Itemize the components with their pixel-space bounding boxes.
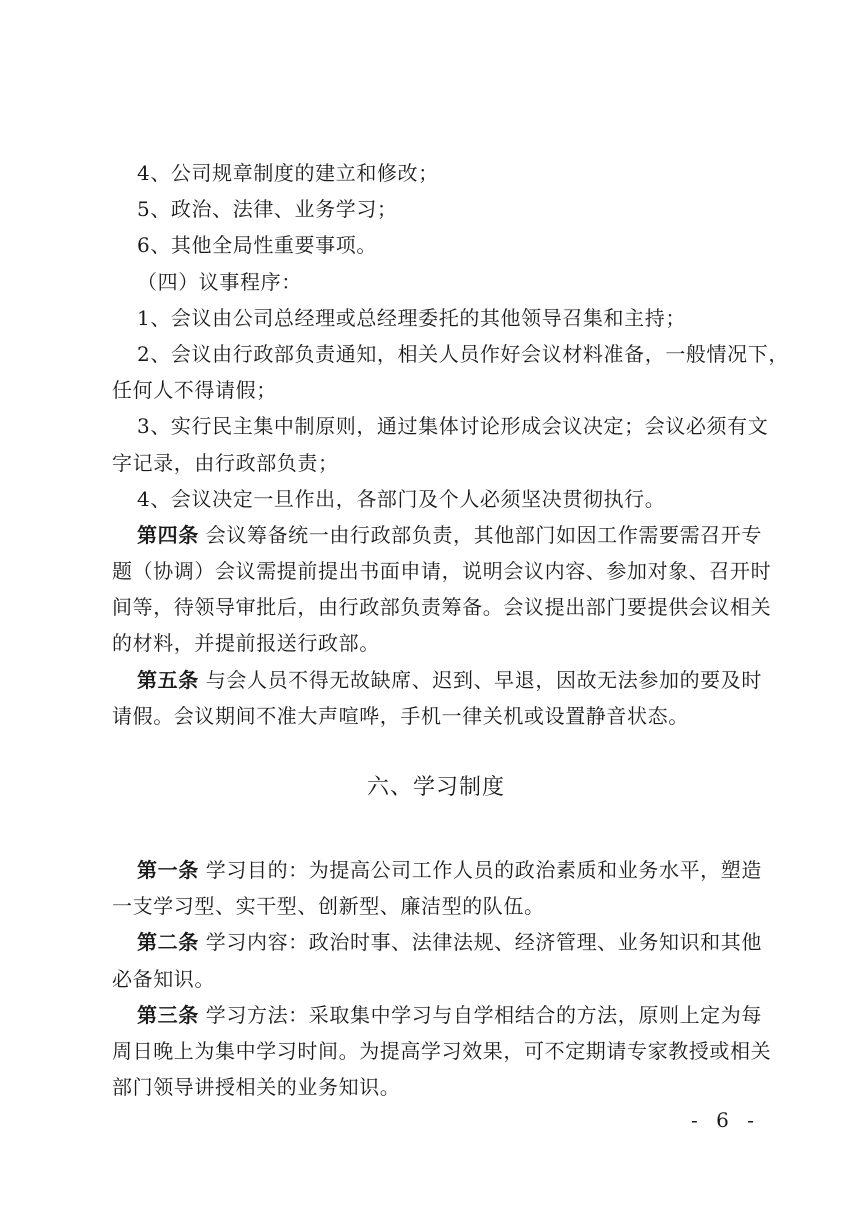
- article-label: 第一条: [137, 858, 199, 882]
- article-paragraph: [112, 852, 760, 888]
- list-item: 4、会议决定一旦作出，各部门及个人必须坚决贯彻执行。: [137, 486, 666, 511]
- article-label: 第二条: [137, 930, 199, 955]
- section-title: 六、学习制度: [366, 775, 505, 800]
- article-text: 学习方法：采取集中学习与自学相结合的方法，原则上定为每: [198, 1002, 762, 1027]
- paragraph-line: 3、实行民主集中制原则，通过集体讨论形成会议决定；会议必须有文: [137, 414, 769, 439]
- article-paragraph: [112, 924, 760, 960]
- subsection-heading: （四）议事程序：: [137, 269, 302, 294]
- article-label: 第五条: [137, 667, 199, 692]
- article-text: 会议筹备统一由行政部负责，其他部门如因工作需要需召开专: [198, 522, 762, 547]
- page-content: [112, 155, 789, 1105]
- list-item: 1、会议由公司总经理或总经理委托的其他领导召集和主持；: [137, 305, 686, 330]
- article-text: 学习内容：政治时事、法律法规、经济管理、业务知识和其他: [198, 930, 762, 955]
- paragraph-line: 必备知识。: [112, 966, 215, 991]
- paragraph-line: 部门领导讲授相关的业务知识。: [112, 1075, 401, 1100]
- article-paragraph: [112, 662, 760, 698]
- article-text: 学习目的：为提高公司工作人员的政治素质和业务水平，塑造: [198, 858, 762, 882]
- page-number: - 6 -: [691, 1108, 760, 1132]
- paragraph-line: 2、会议由行政部负责通知，相关人员作好会议材料准备，一般情况下，: [137, 341, 789, 366]
- list-item: 5、政治、法律、业务学习；: [137, 197, 398, 222]
- article-label: 第四条: [137, 522, 199, 547]
- list-item: 4、公司规章制度的建立和修改；: [137, 161, 439, 185]
- paragraph-line: 题（协调）会议需提前提出书面申请，说明会议内容、参加对象、召开时: [112, 559, 772, 584]
- paragraph-line: 请假。会议期间不准大声喧哗，手机一律关机或设置静音状态。: [112, 703, 689, 728]
- paragraph-line: 间等，待领导审批后，由行政部负责筹备。会议提出部门要提供会议相关: [112, 595, 772, 620]
- article-label: 第三条: [137, 1002, 199, 1027]
- paragraph-line: 任何人不得请假；: [112, 378, 277, 403]
- article-paragraph: [112, 997, 760, 1033]
- paragraph-line: 一支学习型、实干型、创新型、廉洁型的队伍。: [112, 894, 545, 919]
- list-item: 6、其他全局性重要事项。: [137, 233, 377, 258]
- article-paragraph: [112, 517, 760, 553]
- paragraph-line: 的材料，并提前报送行政部。: [112, 631, 380, 656]
- paragraph-line: 周日晚上为集中学习时间。为提高学习效果，可不定期请专家教授或相关: [112, 1038, 772, 1063]
- article-text: 与会人员不得无故缺席、迟到、早退，因故无法参加的要及时: [198, 667, 762, 692]
- paragraph-line: 字记录，由行政部负责；: [112, 450, 339, 475]
